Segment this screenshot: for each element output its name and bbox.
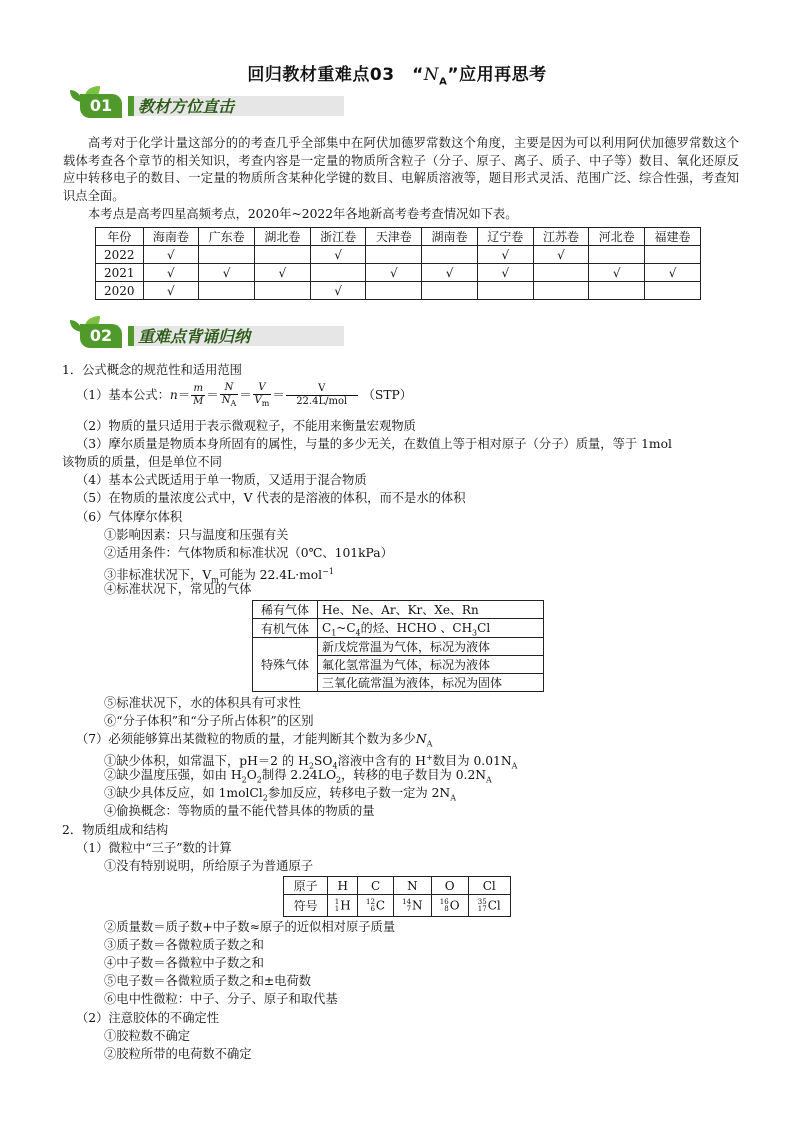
line-1-6-6: ⑥“分子体积”和“分子所占体积”的区别 [104, 714, 314, 728]
line-2-1: （1）微粒中“三子”数的计算 [76, 841, 232, 855]
line-2-1-3: ③质子数＝各微粒质子数之和 [104, 938, 264, 952]
table-cell: √ [254, 264, 310, 282]
table-cell: 2022 [96, 246, 144, 264]
line-2-1-4: ④中子数＝各微粒中子数之和 [104, 956, 264, 970]
table-cell [422, 246, 478, 264]
line-1-7-3: ③缺少具体反应，如 1molCl$_2$参加反应，转移电子数一定为 $2N_A$ [104, 786, 456, 803]
table-cell: √ [143, 282, 199, 300]
table-cell: √ [477, 264, 533, 282]
table-header-cell: 湖南卷 [422, 228, 478, 246]
table-cell [477, 282, 533, 300]
table-cell: √ [645, 264, 701, 282]
table-cell: √ [310, 282, 366, 300]
line-1-3b: 该物质的质量，但是单位不同 [62, 455, 222, 469]
table-cell: √ [589, 264, 645, 282]
table-cell [310, 264, 366, 282]
table-header-cell: 辽宁卷 [477, 228, 533, 246]
table-cell: 2020 [96, 282, 144, 300]
line-1-6-1: ①影响因素：只与温度和压强有关 [104, 528, 289, 542]
nuclide-symbol: 1 1 H [328, 895, 358, 917]
line-1-2: （2）物质的量只适用于表示微观粒子，不能用来衡量宏观物质 [76, 419, 416, 433]
nuclide-symbol: 16 8 O [431, 895, 468, 917]
table-cell [199, 282, 255, 300]
nuclide-symbol: 35 17 Cl [468, 895, 510, 917]
table-header-cell: 广东卷 [199, 228, 255, 246]
section-label: 重难点背诵归纳 [138, 327, 251, 346]
table-cell [199, 246, 255, 264]
table-cell [533, 282, 589, 300]
line-2-2-2: ②胶粒所带的电荷数不确定 [104, 1047, 252, 1061]
gas-list: He、Ne、Ar、Kr、Xe、Rn [318, 601, 544, 619]
gas-type: 特殊气体 [253, 638, 318, 692]
line-1-7: （7）必须能够算出某微粒的物质的量，才能判断其个数为多少$N_A$ [76, 732, 433, 749]
atom-cell: Cl [468, 877, 510, 895]
gas-list: 三氧化硫常温为液体，标况为固体 [318, 674, 544, 692]
table-cell: √ [310, 246, 366, 264]
section-number: 02 [80, 324, 122, 348]
table-cell [645, 282, 701, 300]
table-cell: √ [143, 264, 199, 282]
formula-line: （1）基本公式：n＝ $\frac{m}{M}$ ＝ $\frac{N}{N_A}$ ＝ $\frac{V}{V_m}$ ＝ $\frac{V}{\text{22.4L/mol}}$ （STP） [76, 381, 413, 408]
line-1-6-4: ④标准状况下，常见的气体 [104, 582, 252, 596]
gas-list: 新戊烷常温为气体，标况为液体 [318, 638, 544, 656]
table-cell: √ [143, 246, 199, 264]
table-cell [254, 282, 310, 300]
table-row [96, 264, 701, 282]
line-1-7-4: ④偷换概念：等物质的量不能代替具体的物质的量 [104, 804, 375, 818]
table-cell: √ [366, 264, 422, 282]
gas-type: 稀有气体 [253, 601, 318, 619]
table-header-cell: 河北卷 [589, 228, 645, 246]
table-header-cell: 海南卷 [143, 228, 199, 246]
table-cell [366, 282, 422, 300]
gas-type: 有机气体 [253, 619, 318, 638]
table-row [96, 282, 701, 300]
line-2-1-1: ①没有特别说明，所给原子为普通原子 [104, 859, 314, 873]
line-2-1-2: ②质量数＝质子数+中子数≈原子的近似相对原子质量 [104, 920, 396, 934]
table-cell: √ [422, 264, 478, 282]
nuclide-symbol: 14 7 N [393, 895, 431, 917]
atom-cell: 符号 [284, 895, 328, 917]
section-header-01 [64, 84, 344, 118]
table-header-cell: 天津卷 [366, 228, 422, 246]
table-header-cell: 湖北卷 [254, 228, 310, 246]
gas-list: 氟化氢常温为气体，标况为液体 [318, 656, 544, 674]
table-cell: 2021 [96, 264, 144, 282]
section-label: 教材方位直击 [138, 97, 235, 116]
atom-cell: 原子 [284, 877, 328, 895]
page-title: 回归教材重难点03 “$N_A$”应用再思考 [247, 65, 547, 88]
line-2-1-5: ⑤电子数＝各微粒质子数之和±电荷数 [104, 974, 312, 988]
table-row [96, 246, 701, 264]
atom-cell: H [328, 877, 358, 895]
table-cell: √ [477, 246, 533, 264]
nuclide-symbol: 12 6 C [358, 895, 394, 917]
table-cell [589, 246, 645, 264]
line-1-3a: （3）摩尔质量是物质本身所固有的属性，与量的多少无关，在数值上等于相对原子（分子）质量，等于 1mol [76, 437, 672, 451]
line-1-6-3: ③非标准状况下，$V_m$可能为 22.4L·mol$^{-1}$ [104, 567, 334, 585]
line-1-7-1: ①缺少体积，如常温下，pH＝2 的 $H_2SO_4$溶液中含有的 H+数目为 $0.01N_A$ [104, 753, 518, 771]
table-header-cell: 江苏卷 [533, 228, 589, 246]
table-header-cell: 福建卷 [645, 228, 701, 246]
line-1-7-2: ②缺少温度压强，如由 $H_2O_2$制得 $2.24LO_2$，转移的电子数目为 $0.2N_A$ [104, 768, 492, 785]
table-cell [422, 282, 478, 300]
line-1-6-5: ⑤标准状况下，水的体积具有可求性 [104, 696, 301, 710]
atom-cell: O [431, 877, 468, 895]
line-1-6: （6）气体摩尔体积 [76, 510, 183, 524]
line-1-4: （4）基本公式既适用于单一物质，又适用于混合物质 [76, 473, 367, 487]
table-header-cell: 浙江卷 [310, 228, 366, 246]
line-1-5: （5）在物质的量浓度公式中，V 代表的是溶液的体积，而不是水的体积 [76, 491, 466, 505]
intro-paragraph: 高考对于化学计量这部分的的考查几乎全部集中在阿伏加德罗常数这个角度，主要是因为可以利用阿伏加德罗常数这个载体考查各个章节的相关知识，考查内容是一定量的物质所含粒子（分子、原子、离子、质子、中子等）数目、氧化还原反应中转移电子的数目、一定量的物质所含某种化学键的数目、电解质溶液等，题目形式灵活、范围广泛、综合性强，考查知识点全面。 [63, 136, 739, 203]
gas-table [252, 600, 544, 692]
exam-table [95, 227, 701, 300]
heading-1: 1．公式概念的规范性和适用范围 [62, 363, 242, 377]
line-2-2: （2）注意胶体的不确定性 [76, 1011, 220, 1025]
heading-2: 2．物质组成和结构 [62, 823, 169, 837]
table-cell: √ [199, 264, 255, 282]
section-header-02 [64, 314, 344, 348]
table-cell [533, 264, 589, 282]
table-cell: √ [533, 246, 589, 264]
table-cell [366, 246, 422, 264]
section-number: 01 [80, 94, 122, 118]
atom-cell: C [358, 877, 394, 895]
table-header-cell: 年份 [96, 228, 144, 246]
line-2-1-6: ⑥电中性微粒：中子、分子、原子和取代基 [104, 992, 338, 1006]
line-2-2-1: ①胶粒数不确定 [104, 1029, 191, 1043]
table-cell [254, 246, 310, 264]
line-1-6-2: ②适用条件：气体物质和标准状况（0℃、101kPa） [104, 546, 393, 560]
gas-list: $C_1\sim C_4$的烃、HCHO 、$CH_3Cl$ [318, 619, 544, 638]
atom-cell: N [393, 877, 431, 895]
table-cell [645, 246, 701, 264]
intro-note: 本考点是高考四星高频考点，2020年~2022年各地新高考卷考查情况如下表。 [88, 207, 518, 221]
table-cell [589, 282, 645, 300]
atom-table [283, 876, 511, 917]
